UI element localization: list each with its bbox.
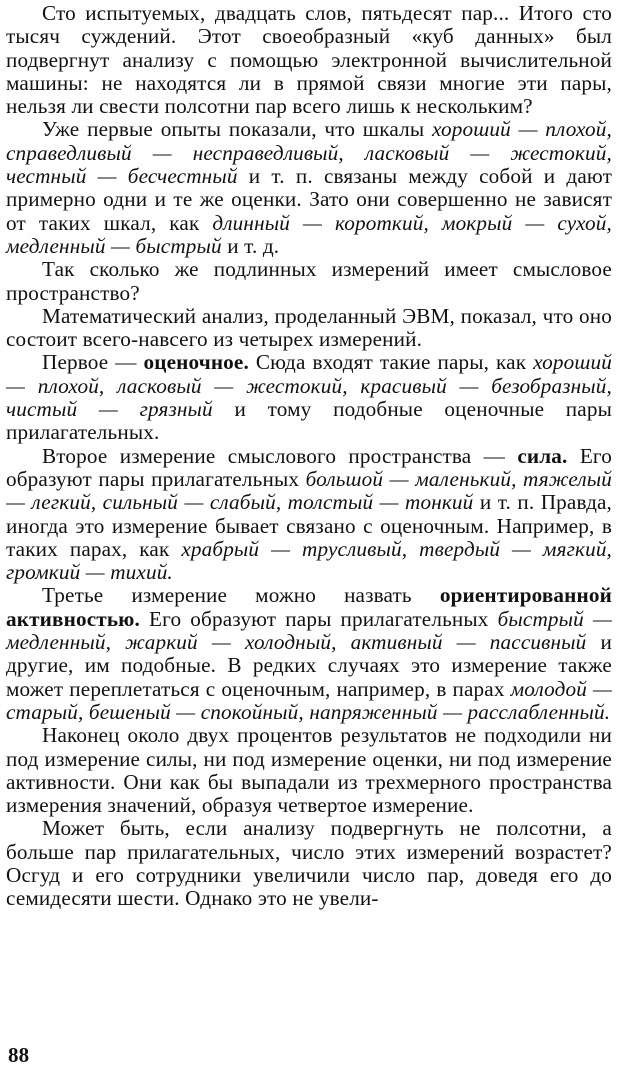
italic-term: храбрый — трусливый, твердый — мягкий, громкий — тихий. <box>6 536 613 585</box>
paragraph <box>6 351 612 444</box>
text-run: Третье измерение можно назвать <box>42 583 440 608</box>
text-run: и т. п. связаны между собой и дают примерно одни и те же оценки. Зато они совершенно не зависят от таких шкал, как <box>6 164 613 235</box>
text-run: и т. п. Правда, иногда это измерение бывает связано с оценочным. Например, в таких парах, как <box>6 490 612 561</box>
text-run: и т. д. <box>221 233 280 258</box>
paragraph <box>6 305 612 352</box>
italic-term: хороший — плохой, справедливый — несправедливый, ласковый — жестокий, честный — бесчестный <box>6 117 612 189</box>
text-run: Его образуют пары прилагательных <box>139 606 498 631</box>
text-run: и тому подобные оценочные пары прилагательных. <box>6 397 612 445</box>
bold-term: оценочное. <box>143 350 249 375</box>
bold-term: ориентированной активностью. <box>6 583 612 631</box>
book-page <box>6 0 612 1075</box>
text-run: Его образуют пары прилагательных <box>6 443 612 491</box>
paragraph <box>6 445 612 585</box>
text-run: и другие, им подобные. В редких случаях это измерение также может переплетаться с оценочным, например, в парах <box>6 630 612 701</box>
text-run: Первое — <box>42 350 144 375</box>
paragraph <box>6 258 612 305</box>
paragraph <box>6 118 612 258</box>
bold-term: сила. <box>517 443 568 468</box>
text-run: Наконец около двух процентов результатов не подходили ни под измерение силы, ни под измерение оценки, ни под измерение активности. Они как бы выпадали из трехмерного пространства измерения значений, образуя четвертое измерение. <box>6 723 612 818</box>
page-number: 88 <box>8 1043 30 1067</box>
text-run: Сто испытуемых, двадцать слов, пятьдесят пар... Итого сто тысяч суждений. Этот своеобразный «куб данных» был подвергнут анализу с помощью электронной вычислительной машины: не находятся ли в прямой связи многие эти пары, нельзя ли свести полсотни пар всего лишь к нескольким? <box>6 1 612 119</box>
paragraph <box>6 584 612 724</box>
text-run: Второе измерение смыслового пространства — <box>42 443 518 468</box>
paragraph <box>6 817 612 910</box>
text-run: Математический анализ, проделанный ЭВМ, показал, что оно состоит всего-навсего из четырех измерений. <box>6 303 612 352</box>
page-text-body <box>6 2 612 911</box>
paragraph <box>6 2 612 118</box>
text-run: Уже первые опыты показали, что шкалы <box>42 117 432 142</box>
text-run: Так сколько же подлинных измерений имеет смысловое пространство? <box>6 257 612 305</box>
italic-term: молодой — старый, бешеный — спокойный, напряженный — расслабленный. <box>6 676 612 724</box>
italic-term: быстрый — медленный, жаркий — холодный, активный — пассивный <box>6 606 613 655</box>
paragraph <box>6 724 612 817</box>
italic-term: длинный — короткий, мокрый — сухой, медленный — быстрый <box>6 210 612 258</box>
text-run: Сюда входят такие пары, как <box>248 350 534 375</box>
italic-term: хороший — плохой, ласковый — жестокий, красивый — безобразный, чистый — грязный <box>6 350 612 422</box>
text-run: Может быть, если анализу подвергнуть не полсотни, а больше пар прилагательных, число этих измерений возрастет? Осгуд и его сотрудники увеличили число пар, доведя его до семидесяти шести. Однако это не увели- <box>6 816 612 911</box>
italic-term: большой — маленький, тяжелый — легкий, сильный — слабый, толстый — тонкий <box>6 466 612 515</box>
